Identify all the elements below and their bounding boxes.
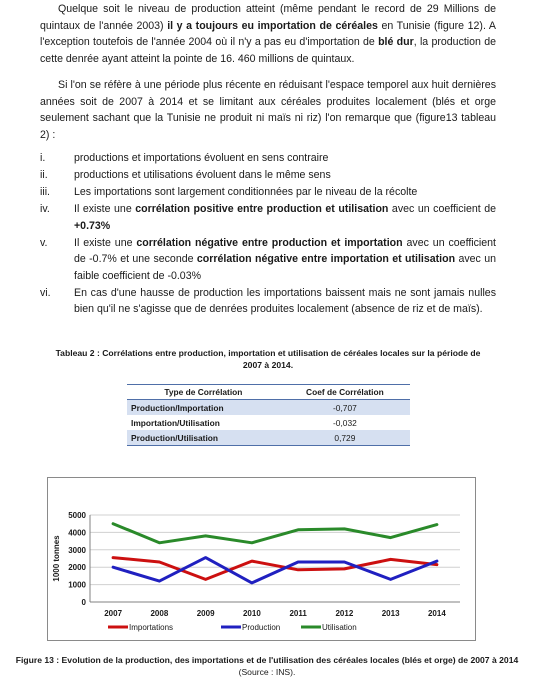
paragraph-1 xyxy=(40,1,496,67)
y-tick-label: 3000 xyxy=(68,545,86,555)
list-item xyxy=(40,167,496,184)
list-item-number: vi. xyxy=(40,286,51,299)
table-header-coef: Coef de Corrélation xyxy=(280,385,410,400)
list-item xyxy=(40,235,496,285)
list-item-bold: corrélation négative entre importation et utilisation xyxy=(196,253,456,265)
list-item xyxy=(40,285,496,318)
list-item-bold: corrélation négative entre production et importation xyxy=(136,236,403,249)
list-item-bold: +0.73% xyxy=(74,219,111,232)
list-item xyxy=(40,201,496,234)
figure-caption-source: (Source : INS). xyxy=(238,667,296,677)
x-tick-label: 2008 xyxy=(150,609,169,618)
table-row xyxy=(127,415,410,430)
list-item-number: v. xyxy=(40,236,48,249)
series-line-importations xyxy=(113,558,437,580)
figure-caption-title: Figure 13 : Evolution de la production, des importations et de l'utilisation des céréales locales (blés et orge) de 2007 à 2014 xyxy=(15,655,519,665)
list-item-text: avec un coefficient de xyxy=(388,203,496,215)
x-tick-label: 2010 xyxy=(242,609,261,618)
list-item-bold: corrélation positive entre production et utilisation xyxy=(135,203,389,215)
list-item-text: productions et importations évoluent en sens contraire xyxy=(74,152,329,164)
list-item xyxy=(40,184,496,201)
list-item-text: productions et utilisations évoluent dans le même sens xyxy=(74,169,331,181)
paragraph-1-bold-a: il y a toujours eu importation de céréales xyxy=(167,19,378,32)
list-item-text: Il existe une xyxy=(74,236,137,249)
list-item-text: En cas d'une hausse de production les importations baissent mais ne sont jamais nulles bien qu'il ne s'agisse que de denrées produites localement (absence de riz et de maïs). xyxy=(74,286,496,315)
paragraph-2: Si l'on se réfère à une période plus récente en réduisant l'espace temporel aux huit dernières années soit de 2007 à 2014 et se limitant aux céréales produites localement (blés et orge seulement sachant que la Tunisie ne produit ni maïs ni riz) l'on remarque que (figure13 tableau 2) : xyxy=(40,79,496,141)
table-cell-coef: -0,707 xyxy=(280,400,410,416)
y-axis-label: 1000 tonnes xyxy=(52,535,61,582)
list-item-number: iii. xyxy=(40,186,51,198)
x-tick-label: 2011 xyxy=(289,609,307,618)
table-cell-type: Production/Importation xyxy=(127,400,280,416)
y-tick-label: 1000 xyxy=(68,580,86,590)
table-cell-coef: 0,729 xyxy=(280,430,410,446)
x-tick-label: 2007 xyxy=(104,609,123,618)
x-tick-label: 2012 xyxy=(335,609,354,618)
correlation-table xyxy=(127,384,410,446)
list-item-text: Il existe une xyxy=(74,203,136,215)
table-cell-coef: -0,032 xyxy=(333,417,357,428)
x-tick-label: 2014 xyxy=(427,609,446,618)
series-line-utilisation xyxy=(113,524,437,543)
list-item-number: ii. xyxy=(40,169,48,181)
table-header-type: Type de Corrélation xyxy=(127,385,280,400)
table-cell-type: Production/Utilisation xyxy=(127,430,280,446)
paragraph-1-text-a: Quelque soit le niveau de production atteint (même pendant le record de 29 Millions de quintaux de l'année 2003) xyxy=(40,3,496,32)
figure-caption xyxy=(0,654,534,678)
legend-label: Importations xyxy=(129,623,174,632)
table-cell-type: Importation/Utilisation xyxy=(131,417,220,428)
legend-label: Utilisation xyxy=(322,623,357,632)
list-item-text: avec un coefficient de -0.7% et une seconde xyxy=(74,236,497,265)
list-item-number: i. xyxy=(40,152,46,164)
y-tick-label: 0 xyxy=(81,598,86,607)
x-tick-label: 2013 xyxy=(381,609,400,618)
line-chart-svg xyxy=(48,478,475,640)
list-item-text: Les importations sont largement conditionnées par le niveau de la récolte xyxy=(74,186,418,198)
table-row xyxy=(127,430,410,446)
findings-list xyxy=(40,150,496,318)
y-tick-label: 5000 xyxy=(68,511,86,520)
y-tick-label: 2000 xyxy=(68,563,86,573)
list-item-text: avec un faible coefficient de -0.03% xyxy=(74,253,496,282)
paragraph-1-text-b: en Tunisie (figure 12). A l'exception toutefois de l'année 2004 où il n'y a pas eu d'importation de xyxy=(40,19,496,48)
list-item-number: iv. xyxy=(40,203,50,215)
legend-label: Production xyxy=(242,623,281,632)
paragraph-1-text-c: , la production de cette denrée ayant atteint la pointe de 16. 460 millions de quintaux. xyxy=(40,36,496,65)
list-item xyxy=(40,150,496,167)
x-tick-label: 2009 xyxy=(196,609,215,618)
paragraph-1-bold-b: blé dur xyxy=(378,36,414,48)
table-row xyxy=(127,400,410,416)
table-caption: Tableau 2 : Corrélations entre production, importation et utilisation de céréales locales sur la période de 2007 à 2014. xyxy=(55,348,481,370)
figure-13-chart xyxy=(47,477,476,641)
table-header-row xyxy=(127,385,410,400)
y-tick-label: 4000 xyxy=(68,528,86,538)
